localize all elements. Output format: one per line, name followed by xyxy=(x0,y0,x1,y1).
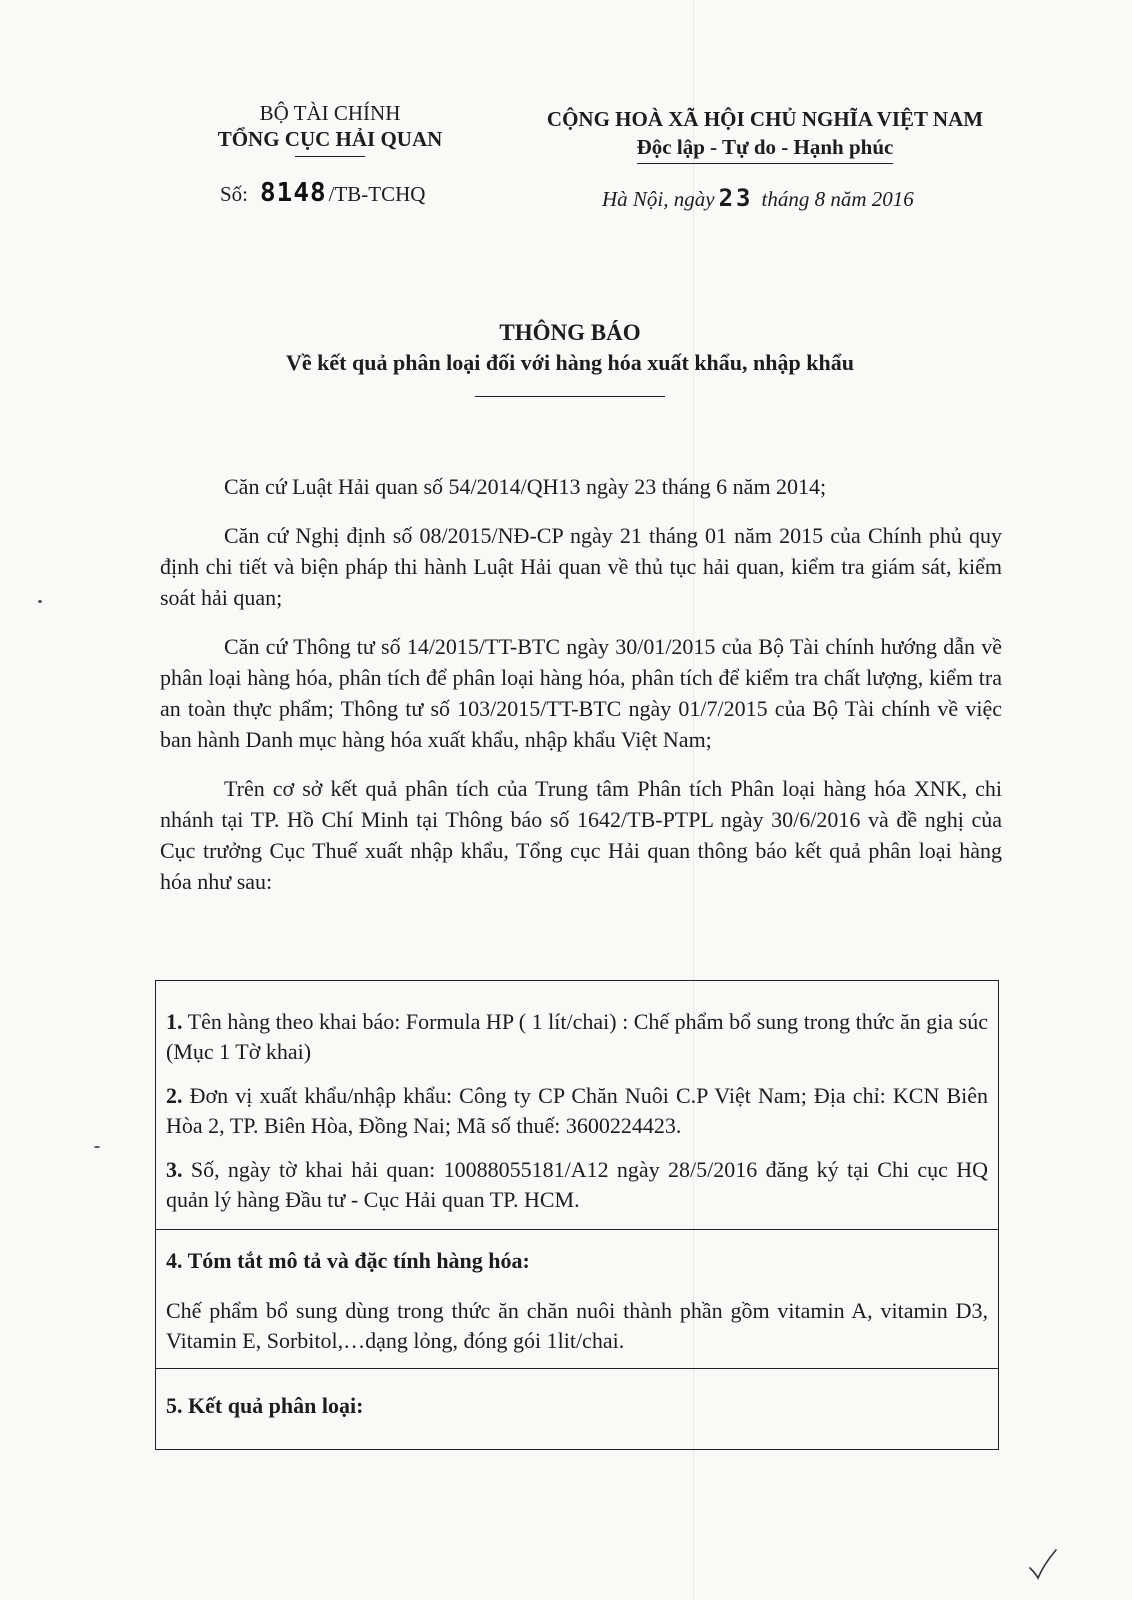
doc-number-value: 8148 xyxy=(260,178,327,208)
importer-item xyxy=(166,1081,988,1141)
description-text: Chế phẩm bổ sung dùng trong thức ăn chăn nuôi thành phần gồm vitamin A, vitamin D3, Vitamin E, Sorbitol,…dạng lỏng, đóng gói 1lit/chai. xyxy=(166,1298,988,1353)
national-heading xyxy=(520,105,1010,164)
legal-basis xyxy=(160,471,1002,915)
doc-number-suffix: /TB-TCHQ xyxy=(328,182,426,206)
description-section xyxy=(156,1230,998,1356)
issue-date xyxy=(602,184,914,212)
checkmark-icon xyxy=(1028,1548,1058,1580)
result-heading: 5. Kết quả phân loại: xyxy=(166,1393,364,1418)
paragraph: Trên cơ sở kết quả phân tích của Trung tâm Phân tích Phân loại hàng hóa XNK, chi nhánh tại TP. Hồ Chí Minh tại Thông báo số 1642/TB-PTPL ngày 30/6/2016 và đề nghị của Cục trưởng Cục Thuế xuất nhập khẩu, Tổng cục Hải quan thông báo kết quả phân loại hàng hóa như sau: xyxy=(160,776,1002,894)
national-motto: Độc lập - Tự do - Hạnh phúc xyxy=(637,133,894,164)
item-text: Đơn vị xuất khẩu/nhập khẩu: Công ty CP Chăn Nuôi C.P Việt Nam; Địa chỉ: KCN Biên Hòa 2, TP. Biên Hòa, Đồng Nai; Mã số thuế: 3600224423. xyxy=(166,1083,988,1138)
goods-name-item xyxy=(166,1007,988,1067)
date-suffix: tháng 8 năm 2016 xyxy=(761,187,914,211)
paragraph: Căn cứ Nghị định số 08/2015/NĐ-CP ngày 21 tháng 01 năm 2015 của Chính phủ quy định chi tiết và biện pháp thi hành Luật Hải quan về thủ tục hải quan, kiểm tra giám sát, kiểm soát hải quan; xyxy=(160,523,1002,610)
title-subtitle: Về kết quả phân loại đối với hàng hóa xuất khẩu, nhập khẩu xyxy=(286,350,854,375)
item-number: 2. xyxy=(166,1083,183,1108)
date-day: 23 xyxy=(718,184,754,212)
item-number: 3. xyxy=(166,1157,183,1182)
notice-title xyxy=(150,318,990,397)
description-heading: 4. Tóm tắt mô tả và đặc tính hàng hóa: xyxy=(166,1248,530,1273)
item-number: 1. xyxy=(166,1009,183,1034)
date-prefix: Hà Nội, ngày xyxy=(602,187,715,211)
ministry-name: BỘ TÀI CHÍNH xyxy=(259,101,401,125)
scan-speck xyxy=(94,1146,100,1148)
result-section xyxy=(156,1369,998,1421)
issuer-block xyxy=(180,100,480,157)
goods-info-section xyxy=(156,981,998,1215)
document-number xyxy=(220,178,425,208)
paragraph: Căn cứ Thông tư số 14/2015/TT-BTC ngày 30/01/2015 của Bộ Tài chính hướng dẫn về phân loại hàng hóa, phân tích để phân loại hàng hóa, phân tích để kiểm tra chất lượng, kiểm tra an toàn thực phẩm; Thông tư số 103/2015/TT-BTC ngày 01/7/2015 của Bộ Tài chính về việc ban hành Danh mục hàng hóa xuất khẩu, nhập khẩu Việt Nam; xyxy=(160,634,1002,752)
agency-name: TỔNG CỤC HẢI QUAN xyxy=(217,127,443,151)
agency-underline xyxy=(295,156,365,157)
country-name: CỘNG HOÀ XÃ HỘI CHỦ NGHĨA VIỆT NAM xyxy=(546,107,984,131)
declaration-item xyxy=(166,1155,988,1215)
doc-number-prefix: Số: xyxy=(220,182,249,206)
title-rule xyxy=(475,396,665,397)
scan-speck xyxy=(38,600,42,603)
paragraph: Căn cứ Luật Hải quan số 54/2014/QH13 ngày 23 tháng 6 năm 2014; xyxy=(224,474,827,499)
item-text: Tên hàng theo khai báo: Formula HP ( 1 lít/chai) : Chế phẩm bổ sung trong thức ăn gia súc (Mục 1 Tờ khai) xyxy=(166,1009,988,1064)
title-main: THÔNG BÁO xyxy=(499,320,641,345)
classification-table xyxy=(155,980,999,1450)
item-text: Số, ngày tờ khai hải quan: 10088055181/A12 ngày 28/5/2016 đăng ký tại Chi cục HQ quản lý hàng Đầu tư - Cục Hải quan TP. HCM. xyxy=(166,1157,989,1212)
